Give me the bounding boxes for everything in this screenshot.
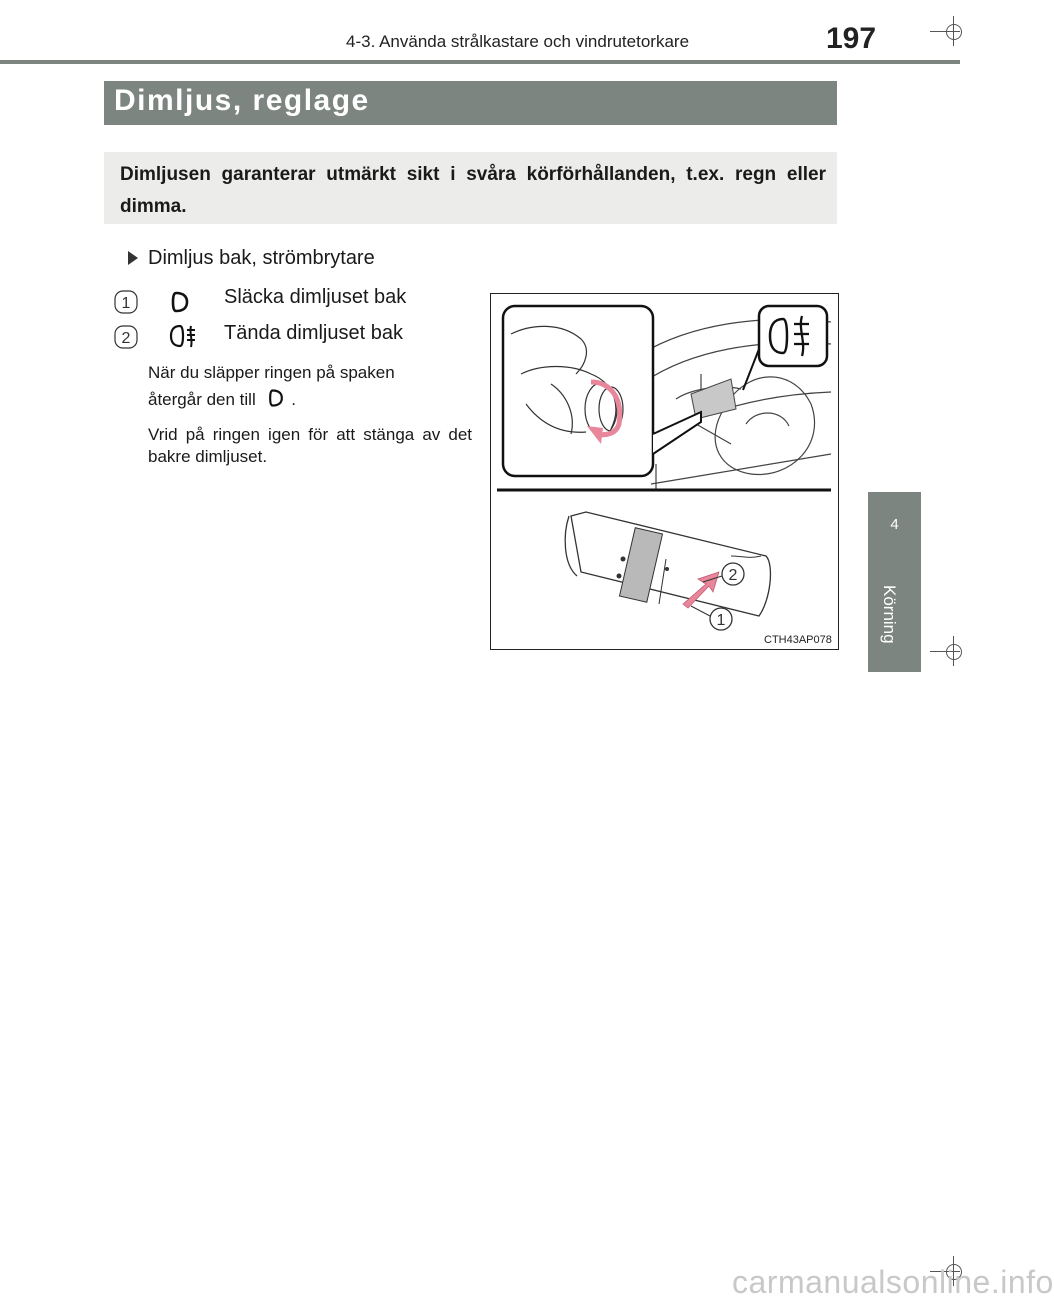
page-number: 197 <box>826 22 877 55</box>
header-rule <box>0 60 960 64</box>
triangle-bullet-icon <box>128 251 138 265</box>
svg-text:2: 2 <box>728 567 738 584</box>
header-section-ref: 4-3. Använda strålkastare och vindrutetorkare <box>346 32 690 51</box>
rear-fog-light-icon <box>168 323 198 349</box>
number-badge-2 <box>114 325 138 349</box>
fog-switch-illustration <box>491 294 838 649</box>
body-text-returns: återgår den till . <box>148 390 296 409</box>
svg-text:1: 1 <box>716 612 726 629</box>
fog-light-off-inline-icon <box>266 388 286 408</box>
number-badge-1 <box>114 290 138 314</box>
lever-drawing <box>565 512 770 616</box>
section-title: Dimljus, reglage <box>114 84 370 117</box>
item-label-1: Släcka dimljuset bak <box>224 286 407 308</box>
subheading: Dimljus bak, strömbrytare <box>148 247 375 269</box>
item-label-2: Tända dimljuset bak <box>224 322 403 344</box>
body-text-turn-again: Vrid på ringen igen för att stänga av det bakre dimljuset. <box>148 425 472 466</box>
svg-text:1: 1 <box>121 295 131 312</box>
chapter-number: 4 <box>890 516 899 533</box>
fog-light-off-icon <box>170 290 190 314</box>
svg-text:2: 2 <box>121 330 131 347</box>
watermark: carmanualsonline.info <box>732 1264 1054 1300</box>
zoom-callout-lever <box>503 306 653 476</box>
illustration-frame <box>490 293 839 650</box>
intro-text: Dimljusen garanterar utmärkt sikt i svåra körförhållanden, t.ex. regn eller dimma. <box>120 164 826 217</box>
chapter-name: Körning <box>880 585 899 644</box>
body-text-release: När du släpper ringen på spaken <box>148 363 395 382</box>
figure-code: CTH43AP078 <box>764 634 832 646</box>
